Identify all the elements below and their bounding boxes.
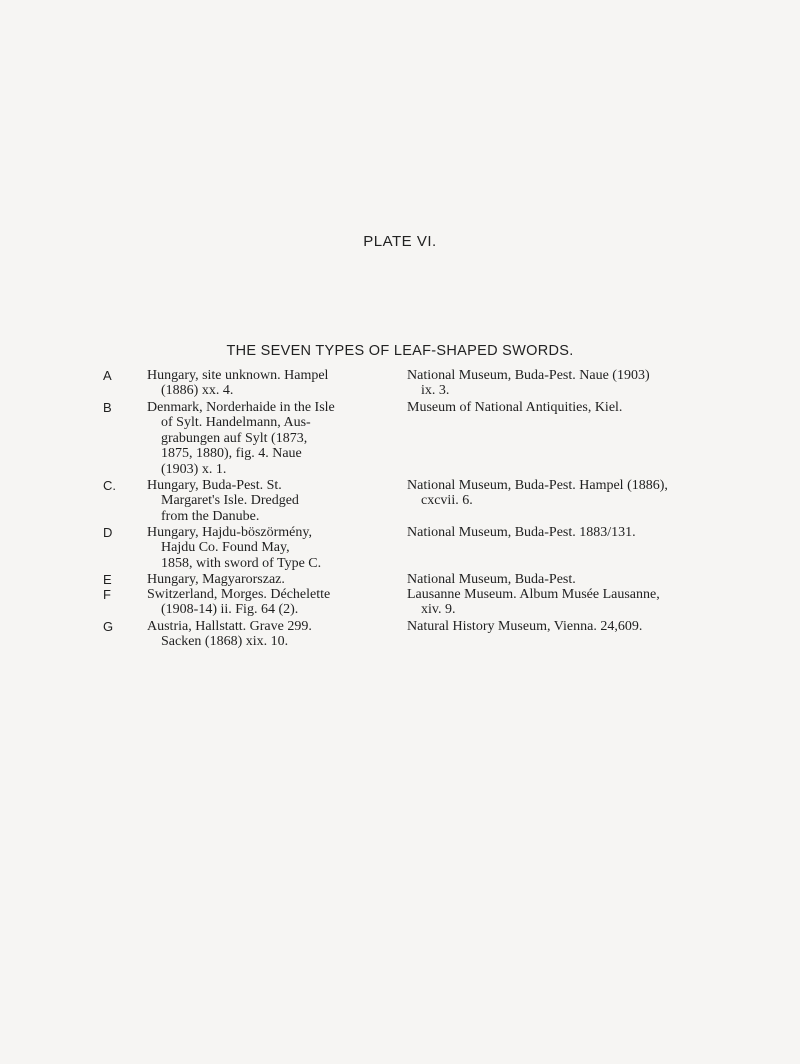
description-line: Austria, Hallstatt. Grave 299.	[147, 619, 312, 634]
entry-location	[407, 525, 687, 540]
entry-location	[407, 572, 687, 587]
location-line: Lausanne Museum. Album Musée Lausanne,	[407, 587, 660, 602]
entry-location	[407, 400, 687, 415]
location-line: Museum of National Antiquities, Kiel.	[407, 400, 623, 415]
entry-letter: D	[103, 525, 113, 540]
description-line: 1858, with sword of Type C.	[161, 555, 322, 571]
entry-letter: B	[103, 400, 112, 415]
description-line: Sacken (1868) xix. 10.	[161, 634, 289, 650]
entry-location	[407, 478, 687, 509]
location-line: National Museum, Buda-Pest. 1883/131.	[407, 525, 636, 540]
entry-description	[147, 368, 387, 399]
description-line: Hungary, site unknown. Hampel	[147, 368, 329, 383]
entry-letter: E	[103, 572, 112, 587]
entry-description	[147, 525, 387, 571]
description-line: of Sylt. Handelmann, Aus-	[161, 415, 311, 431]
entry-location	[407, 368, 687, 399]
description-line: 1875, 1880), fig. 4. Naue	[161, 446, 302, 462]
entry-letter: G	[103, 619, 114, 634]
description-line: Switzerland, Morges. Déchelette	[147, 587, 331, 602]
description-line: Hungary, Buda-Pest. St.	[147, 478, 282, 493]
entry-description	[147, 400, 387, 477]
description-line: Hungary, Magyarorszaz.	[147, 572, 285, 587]
entry-description	[147, 572, 387, 587]
location-line: cxcvii. 6.	[421, 493, 473, 509]
description-line: from the Danube.	[161, 508, 260, 524]
location-line: ix. 3.	[421, 383, 450, 399]
location-line: xiv. 9.	[421, 602, 456, 618]
entry-description	[147, 478, 387, 524]
entry-description	[147, 587, 387, 618]
entry-location	[407, 587, 687, 618]
description-line: grabungen auf Sylt (1873,	[161, 430, 308, 446]
location-line: National Museum, Buda-Pest. Naue (1903)	[407, 368, 650, 383]
entry-letter: A	[103, 368, 112, 383]
description-line: (1886) xx. 4.	[161, 383, 234, 399]
entry-description	[147, 619, 387, 650]
description-line: Denmark, Norderhaide in the Isle	[147, 400, 335, 415]
description-line: (1908-14) ii. Fig. 64 (2).	[161, 602, 299, 618]
section-title: THE SEVEN TYPES OF LEAF-SHAPED SWORDS.	[226, 343, 574, 359]
description-line: (1903) x. 1.	[161, 461, 227, 477]
entry-letter: F	[103, 587, 111, 602]
location-line: National Museum, Buda-Pest. Hampel (1886),	[407, 478, 668, 493]
entry-letter: C.	[103, 478, 116, 493]
entry-location	[407, 619, 687, 634]
location-line: Natural History Museum, Vienna. 24,609.	[407, 619, 643, 634]
description-line: Hajdu Co. Found May,	[161, 540, 290, 556]
description-line: Hungary, Hajdu-böszörmény,	[147, 525, 312, 540]
plate-title: PLATE VI.	[363, 233, 437, 250]
description-line: Margaret's Isle. Dredged	[161, 493, 299, 509]
location-line: National Museum, Buda-Pest.	[407, 572, 576, 587]
